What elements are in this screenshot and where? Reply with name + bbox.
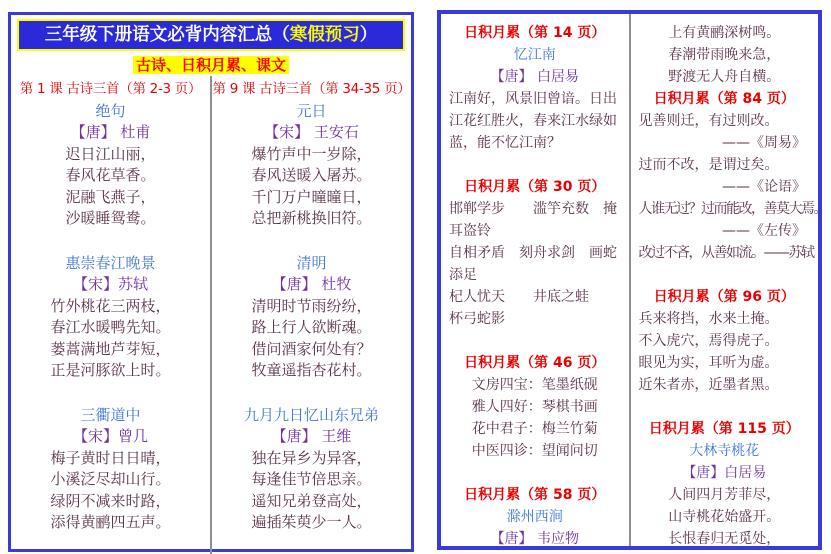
title-banner [17,19,405,51]
prose-text: 见善则迁，有过则改。 [638,113,779,129]
subtitle: 古诗、日积月累、课文 [133,56,289,74]
poem-line: 春风花草香。 [65,166,156,184]
poem-line: 遍插茱萸少一人。 [251,513,372,531]
column-accumulation-left [441,14,631,546]
poem-line: 千门万户曈曈日， [251,187,372,206]
poem-line: 添得黄鹂四五声。 [50,513,171,531]
poem-line: 爆竹声中一岁除， [251,144,372,163]
spacer [449,154,621,176]
poem-line: 山寺桃花始盛开。 [668,509,781,525]
spacer [212,382,411,405]
spacer [449,462,621,484]
poem-line: 野渡无人舟自横。 [668,69,781,85]
section-header: 日积月累（第 14 页） [464,25,606,41]
poem-line: 遥知兄弟登高处， [251,491,372,510]
prose-text: 人谁无过？过而能改，善莫大焉。 [638,201,826,217]
section-header: 日积月累（第 115 页） [648,421,800,437]
prose-text: 自相矛盾 刻舟求剑 画蛇添足 [449,245,617,283]
poem-title: 九月九日忆山东兄弟 [243,405,379,424]
poem-title: 元日 [296,101,327,120]
section-header: 日积月累（第 58 页） [464,487,606,503]
section-header: 日积月累（第 30 页） [464,179,606,195]
poem-author: 【唐】 王维 [271,427,352,445]
page-title-prefix: 三年级下册语文必背内容汇总（ [44,25,290,45]
poem-line: 中医四诊：望闻问切 [471,443,598,459]
section-header: 日积月累（第 46 页） [464,355,606,371]
prose-text: 江南好，风景旧曾谙。日出江花红胜火，春来江水绿如蓝，能不忆江南？ [449,91,617,151]
poem-line: 春风送暖入屠苏。 [251,166,372,184]
poem-title: 忆江南 [513,47,556,63]
page-title-suffix: ） [359,25,378,45]
poem-author: 【唐】 杜牧 [271,275,352,293]
poem-line: 借问酒家何处有？ [251,339,372,358]
poem-line: 长恨春归无觅处， [668,531,781,547]
source-attribution: ——《论语》 [722,179,806,195]
spacer [639,264,811,286]
poem-title: 大林寺桃花 [689,443,760,459]
vacation-highlight: 寒假预习 [289,25,360,45]
column-lesson9 [212,76,411,554]
poem-line: 总把新桃换旧符。 [251,209,372,227]
poem-line: 独在异乡为异客， [251,448,372,467]
left-page-columns [11,76,411,554]
poem-line: 雅人四好：琴棋书画 [471,399,598,415]
poem-line: 梅子黄时日日晴， [50,448,171,467]
poem-title: 三衢道中 [80,405,141,424]
source-attribution: ——《周易》 [722,135,806,151]
poem-line: 迟日江山丽， [65,144,156,163]
poem-line: 蒌蒿满地芦芽短， [50,339,171,358]
poem-line: 文房四宝：笔墨纸砚 [471,377,598,393]
spacer [212,230,411,253]
spacer [639,396,811,418]
prose-text: 不入虎穴，焉得虎子。 [638,333,779,349]
poem-author: 【宋】苏轼 [72,275,148,293]
prose-text: 改过不吝，从善如流。——苏轼 [638,245,814,261]
poem-title: 惠崇春江晚景 [65,253,156,272]
poem-line: 沙暖睡鸳鸯。 [65,209,156,227]
prose-text: 兵来将挡，水来土掩。 [638,311,779,327]
poem-line: 小溪泛尽却山行。 [50,470,171,488]
section-header: 日积月累（第 84 页） [653,91,795,107]
poem-line: 清明时节雨纷纷， [251,296,372,315]
course-header: 第 9 课 古诗三首（第 34-35 页） [212,81,411,97]
poem-author: 【唐】 杜甫 [70,123,151,141]
prose-text: 近朱者赤，近墨者黑。 [638,377,779,393]
poem-line: 春潮带雨晚来急， [668,47,781,63]
poem-line: 正是河豚欲上时。 [50,361,171,379]
poem-line: 牧童遥指杏花村。 [251,361,372,379]
poem-author: 【宋】曾几 [72,427,148,445]
right-page [437,10,826,550]
right-page-columns [441,14,826,547]
column-lesson1 [11,76,212,554]
spacer [11,382,210,405]
poem-line: 泥融飞燕子， [65,187,156,206]
poem-line: 路上行人欲断魂。 [251,318,372,336]
poem-line: 竹外桃花三两枝， [50,296,171,315]
poem-line: 花中君子：梅兰竹菊 [471,421,598,437]
prose-text: 杞人忧天 井底之蛙 杯弓蛇影 [449,289,617,327]
poem-author: 【宋】 王安石 [264,123,359,141]
spacer [11,230,210,253]
poem-line: 春江水暖鸭先知。 [50,318,171,336]
poem-author: 【唐】白居易 [682,465,767,481]
course-header: 第 1 课 古诗三首（第 2-3 页） [19,81,202,97]
prose-text: 眼见为实，耳听为虚。 [638,355,779,371]
poem-line: 每逢佳节倍思亲。 [251,470,372,488]
subtitle-row [11,54,411,74]
poem-title: 清明 [296,253,327,272]
poem-author: 【唐】 白居易 [490,69,579,85]
poem-author: 【唐】 韦应物 [490,531,579,547]
spacer [449,330,621,352]
poem-title: 绝句 [95,101,126,120]
prose-text: 过而不改，是谓过矣。 [638,157,779,173]
left-page [8,12,414,552]
section-header: 日积月累（第 96 页） [653,289,795,305]
prose-text: 邯郸学步 滥竽充数 掩耳盗铃 [449,201,617,239]
source-attribution: ——《左传》 [722,223,806,239]
poem-line: 绿阴不减来时路， [50,491,171,510]
poem-line: 上有黄鹂深树鸣。 [668,25,781,41]
poem-line: 人间四月芳菲尽， [668,487,781,503]
column-accumulation-right [631,14,826,547]
poem-title: 滁州西涧 [506,509,563,525]
